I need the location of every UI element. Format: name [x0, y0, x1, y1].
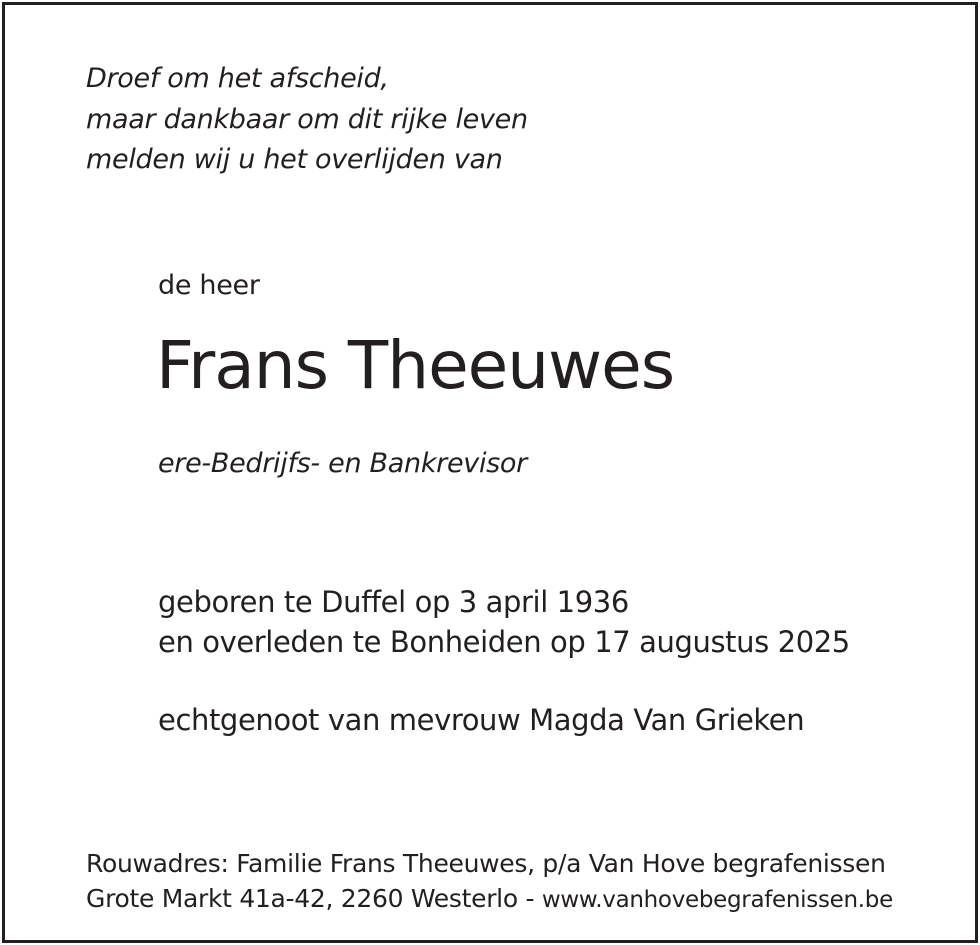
deceased-profession: ere-Bedrijfs- en Bankrevisor [158, 448, 527, 479]
birth-info: geboren te Duffel op 3 april 1936 [158, 585, 629, 619]
intro-line-1: Droef om het afscheid, [86, 63, 389, 94]
deceased-name: Frans Theeuwes [156, 327, 675, 404]
death-info: en overleden te Bonheiden op 17 augustus 2025 [158, 625, 850, 659]
funeral-home-address-line [86, 886, 893, 912]
title-prefix: de heer [158, 270, 260, 301]
spouse-info: echtgenoot van mevrouw Magda Van Grieken [158, 703, 805, 737]
intro-line-3: melden wij u het overlijden van [86, 144, 503, 175]
mourning-address-line: Rouwadres: Familie Frans Theeuwes, p/a Van Hove begrafenissen [86, 849, 886, 878]
intro-line-2: maar dankbaar om dit rijke leven [86, 104, 528, 135]
funeral-home-website: www.vanhovebegrafenissen.be [541, 887, 893, 913]
funeral-home-address: Grote Markt 41a-42, 2260 Westerlo - [86, 884, 542, 913]
